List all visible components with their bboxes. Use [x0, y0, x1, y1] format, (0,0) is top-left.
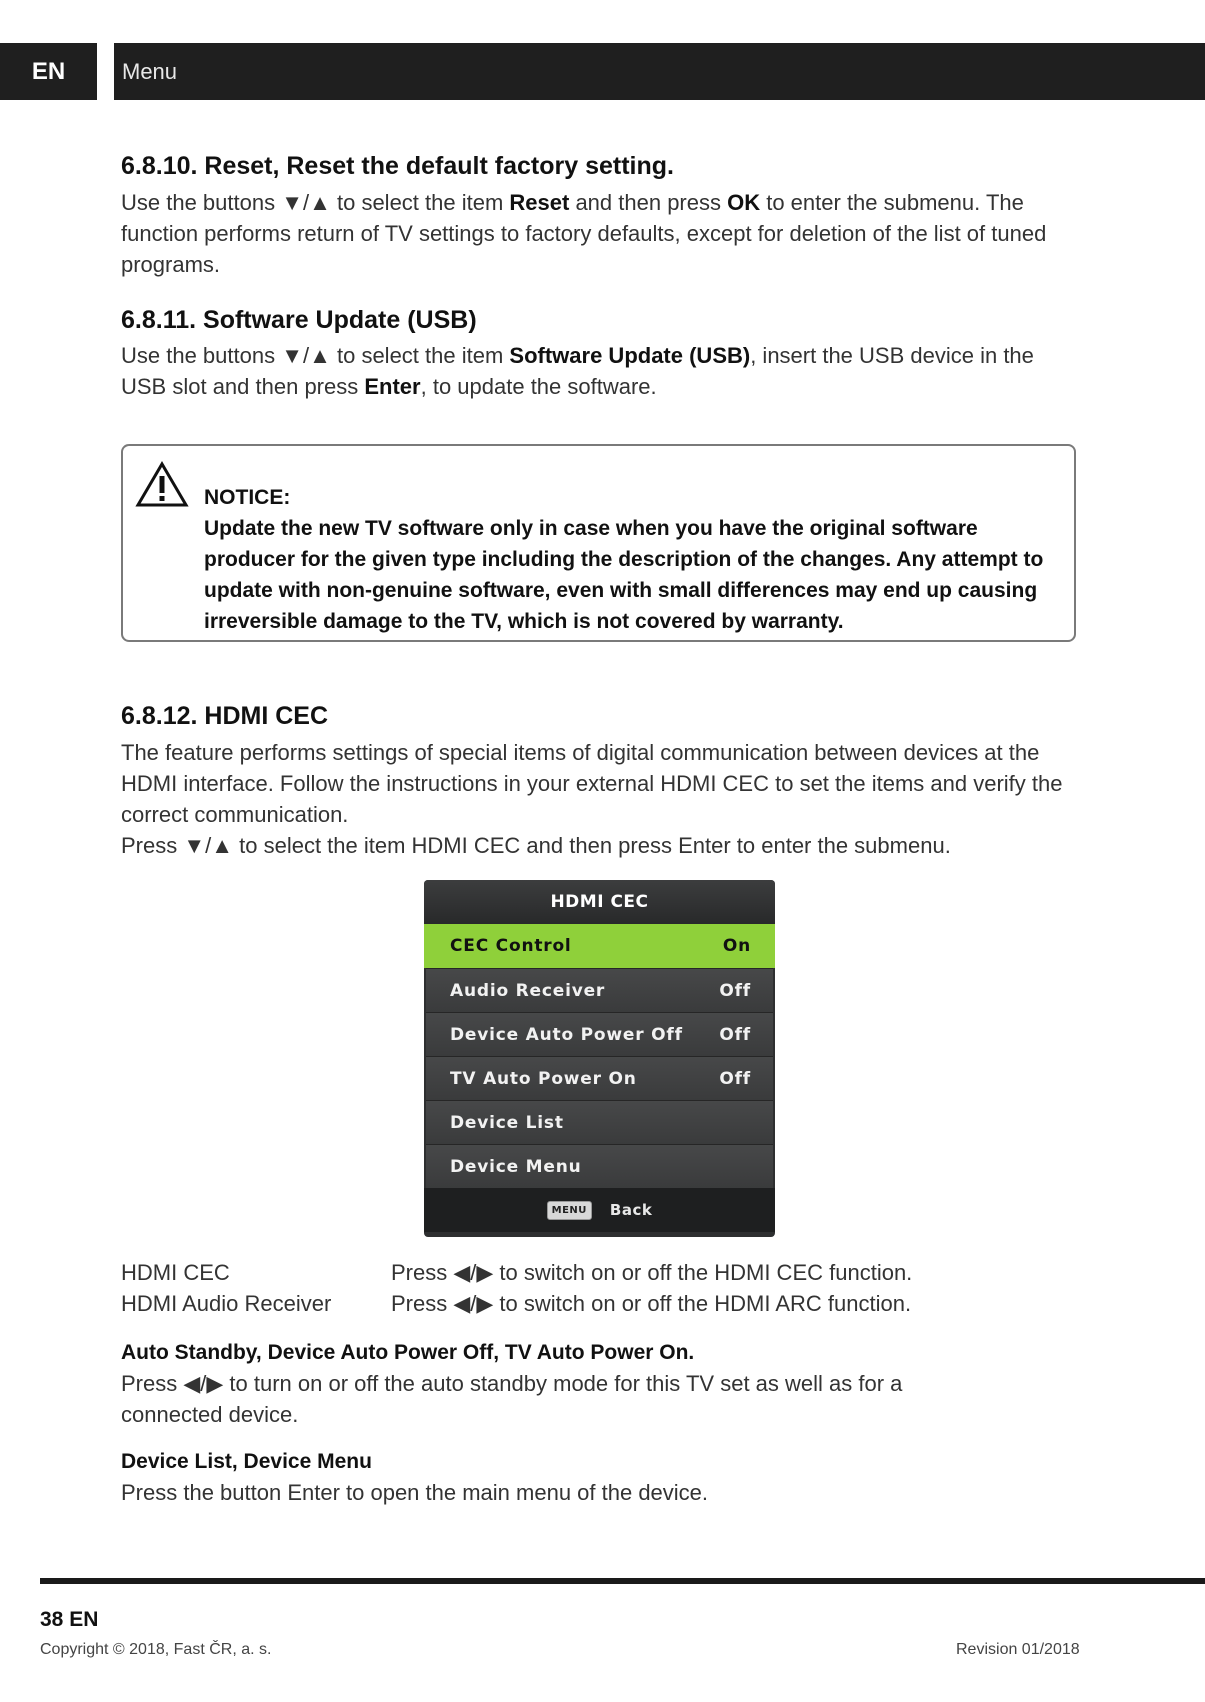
section-reset	[121, 150, 1081, 280]
text-bold: OK	[727, 189, 761, 215]
warning-icon	[135, 460, 189, 508]
section-body	[121, 340, 1081, 402]
text-run: Use the buttons ▼/▲ to select the item	[121, 343, 510, 368]
menu-title: HDMI CEC	[424, 880, 775, 924]
key-label: HDMI Audio Receiver	[121, 1291, 332, 1316]
section-instruction: Press ▼/▲ to select the item HDMI CEC and then press Enter to enter the submenu.	[121, 832, 951, 858]
main-content	[121, 150, 1081, 426]
section-heading: 6.8.10. Reset, Reset the default factory setting.	[121, 152, 674, 180]
subsection-auto-standby	[121, 1338, 1081, 1430]
menu-footer-label: Back	[609, 1201, 653, 1219]
menu-row-device-auto-power-off	[426, 1012, 773, 1056]
notice-title: NOTICE:	[204, 486, 291, 509]
header-bar	[114, 43, 1205, 100]
menu-row-label: TV Auto Power On	[450, 1068, 637, 1089]
revision: Revision 01/2018	[956, 1641, 1080, 1658]
section-software-update	[121, 304, 1081, 403]
header-title: Menu	[122, 58, 178, 84]
subsection-device-list	[121, 1447, 1081, 1508]
subsection-heading: Device List, Device Menu	[121, 1450, 372, 1473]
language-badge: EN	[0, 43, 97, 100]
subsection-body: Press ◀/▶ to turn on or off the auto standby mode for this TV set as well as for a connected device.	[121, 1371, 903, 1427]
menu-row-label: CEC Control	[450, 936, 572, 956]
menu-key-icon: MENU	[547, 1201, 592, 1220]
menu-row-label: Audio Receiver	[450, 980, 606, 1001]
menu-row-audio-receiver	[426, 968, 773, 1012]
section-heading: 6.8.11. Software Update (USB)	[121, 305, 477, 334]
text-run: Use the buttons ▼/▲ to select the item	[121, 189, 510, 215]
text-run: , insert the USB device in the USB slot and then press	[121, 343, 1034, 399]
hdmi-cec-menu-screenshot	[424, 880, 775, 1237]
menu-row-device-list	[426, 1100, 773, 1144]
notice-text	[204, 482, 1064, 637]
menu-row-value: On	[722, 936, 751, 956]
section-body	[121, 187, 1081, 280]
subsection-body: Press the button Enter to open the main menu of the device.	[121, 1480, 709, 1505]
key-label: HDMI CEC	[121, 1260, 230, 1285]
text-run: , to update the software.	[420, 374, 657, 399]
notice-body: Update the new TV software only in case when you have the original software producer for the given type including the description of the changes. Any attempt to update with non-genuine software, even with small differences may end up causing irreversible damage to the TV, which is not covered by warranty.	[204, 517, 1044, 633]
menu-footer	[424, 1188, 775, 1232]
text-bold: Reset	[509, 189, 570, 215]
menu-row-device-menu	[426, 1144, 773, 1188]
menu-row-label: Device Auto Power Off	[450, 1024, 683, 1045]
text-bold: Enter	[364, 374, 421, 399]
key-description: Press ◀/▶ to switch on or off the HDMI ARC function.	[391, 1291, 912, 1316]
menu-row-tv-auto-power-on	[426, 1056, 773, 1100]
section-body: The feature performs settings of special items of digital communication between devices at the HDMI interface. Follow the instructions in your external HDMI CEC to set the items and verify the correct communication.	[121, 739, 1063, 827]
text-run: to enter the submenu. The function performs return of TV settings to factory defaults, except for deletion of the list of tuned programs.	[121, 189, 1047, 277]
text-bold: Software Update (USB)	[509, 343, 751, 368]
copyright: Copyright © 2018, Fast ČR, a. s.	[40, 1641, 272, 1658]
section-heading: 6.8.12. HDMI CEC	[121, 702, 329, 730]
menu-row-value: Off	[719, 1024, 751, 1045]
menu-row-label: Device List	[450, 1112, 564, 1133]
notice-box	[121, 444, 1076, 642]
text-run: and then press	[569, 189, 728, 215]
subsection-heading: Auto Standby, Device Auto Power Off, TV Auto Power On.	[121, 1341, 695, 1364]
menu-row-label: Device Menu	[450, 1156, 582, 1177]
menu-row-value: Off	[719, 1068, 751, 1089]
page-number: 38 EN	[40, 1608, 99, 1631]
footer-rule	[40, 1578, 1205, 1584]
key-description: Press ◀/▶ to switch on or off the HDMI CEC function.	[391, 1260, 913, 1285]
menu-row-cec-control	[424, 924, 775, 968]
section-hdmi-cec	[121, 700, 1081, 861]
menu-row-value: Off	[719, 980, 751, 1001]
